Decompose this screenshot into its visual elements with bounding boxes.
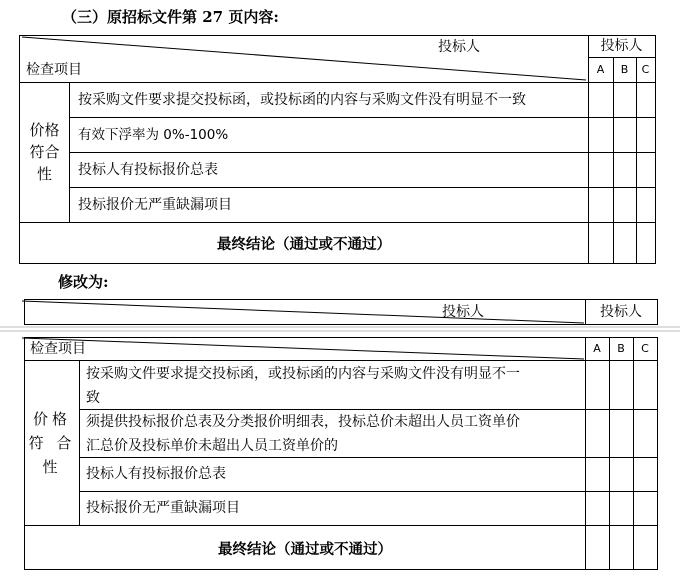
modified-table-check-item-header: 检查项目 bbox=[30, 341, 86, 357]
original-table-row-2-text: 有效下浮率为 0%-100% bbox=[78, 127, 229, 143]
modified-table-column-a: A bbox=[593, 342, 601, 355]
original-table-border bbox=[20, 36, 656, 264]
original-table-column-b: B bbox=[620, 63, 629, 76]
modified-table-row-1-text bbox=[86, 362, 582, 410]
modified-table-row-1-line-1: 按采购文件要求提交投标函，或投标函的内容与采购文件没有明显不一 bbox=[86, 366, 520, 382]
modified-table-row-2-line-2: 汇总价及投标单价未超出人员工资单价的 bbox=[86, 438, 338, 454]
modified-table-bidder-diagonal-label: 投标人 bbox=[442, 304, 484, 320]
original-table-category-line-1: 价格 bbox=[29, 121, 60, 139]
original-table-row-4-text: 投标报价无严重缺漏项目 bbox=[78, 197, 232, 213]
original-table-column-c: C bbox=[641, 63, 650, 76]
modified-table-row-2-text bbox=[86, 410, 582, 458]
modified-table-row-3-text: 投标人有投标报价总表 bbox=[86, 466, 226, 482]
original-table-category-line-3: 性 bbox=[36, 165, 52, 183]
modified-heading: 修改为: bbox=[58, 273, 109, 291]
modified-table-category-label bbox=[25, 407, 79, 479]
modified-table-column-c: C bbox=[641, 342, 649, 355]
original-table-bidder-diagonal-label: 投标人 bbox=[438, 39, 480, 55]
original-table-row-3-text: 投标人有投标报价总表 bbox=[78, 162, 218, 178]
original-table-category-label bbox=[20, 119, 69, 185]
original-table-row-1-text: 按采购文件要求提交投标函，或投标函的内容与采购文件没有明显不一致 bbox=[78, 92, 526, 108]
section-heading: （三）原招标文件第 27 页内容: bbox=[62, 8, 279, 26]
modified-table-header-border bbox=[25, 300, 658, 325]
original-table-category-line-2: 符合 bbox=[29, 143, 60, 161]
modified-table-row-2-line-1: 须提供投标报价总表及分类报价明细表，投标总价未超出人员工资单价 bbox=[86, 414, 520, 430]
modified-table-category-line-2: 符 合 bbox=[28, 434, 76, 452]
modified-table-category-line-1: 价格 bbox=[32, 410, 71, 428]
modified-table-category-line-3: 性 bbox=[42, 458, 62, 476]
modified-table-bidder-group-header: 投标人 bbox=[600, 304, 642, 320]
modified-table-conclusion: 最终结论（通过或不通过） bbox=[218, 541, 392, 558]
modified-table-row-4-text: 投标报价无严重缺漏项目 bbox=[86, 500, 240, 516]
modified-table-row-1-line-2: 致 bbox=[86, 390, 100, 406]
original-table-conclusion: 最终结论（通过或不通过） bbox=[217, 236, 391, 253]
original-table-column-a: A bbox=[596, 63, 605, 76]
original-table-check-item-header: 检查项目 bbox=[26, 62, 82, 78]
modified-table-column-b: B bbox=[617, 342, 625, 355]
original-table-bidder-group-header: 投标人 bbox=[600, 38, 643, 54]
